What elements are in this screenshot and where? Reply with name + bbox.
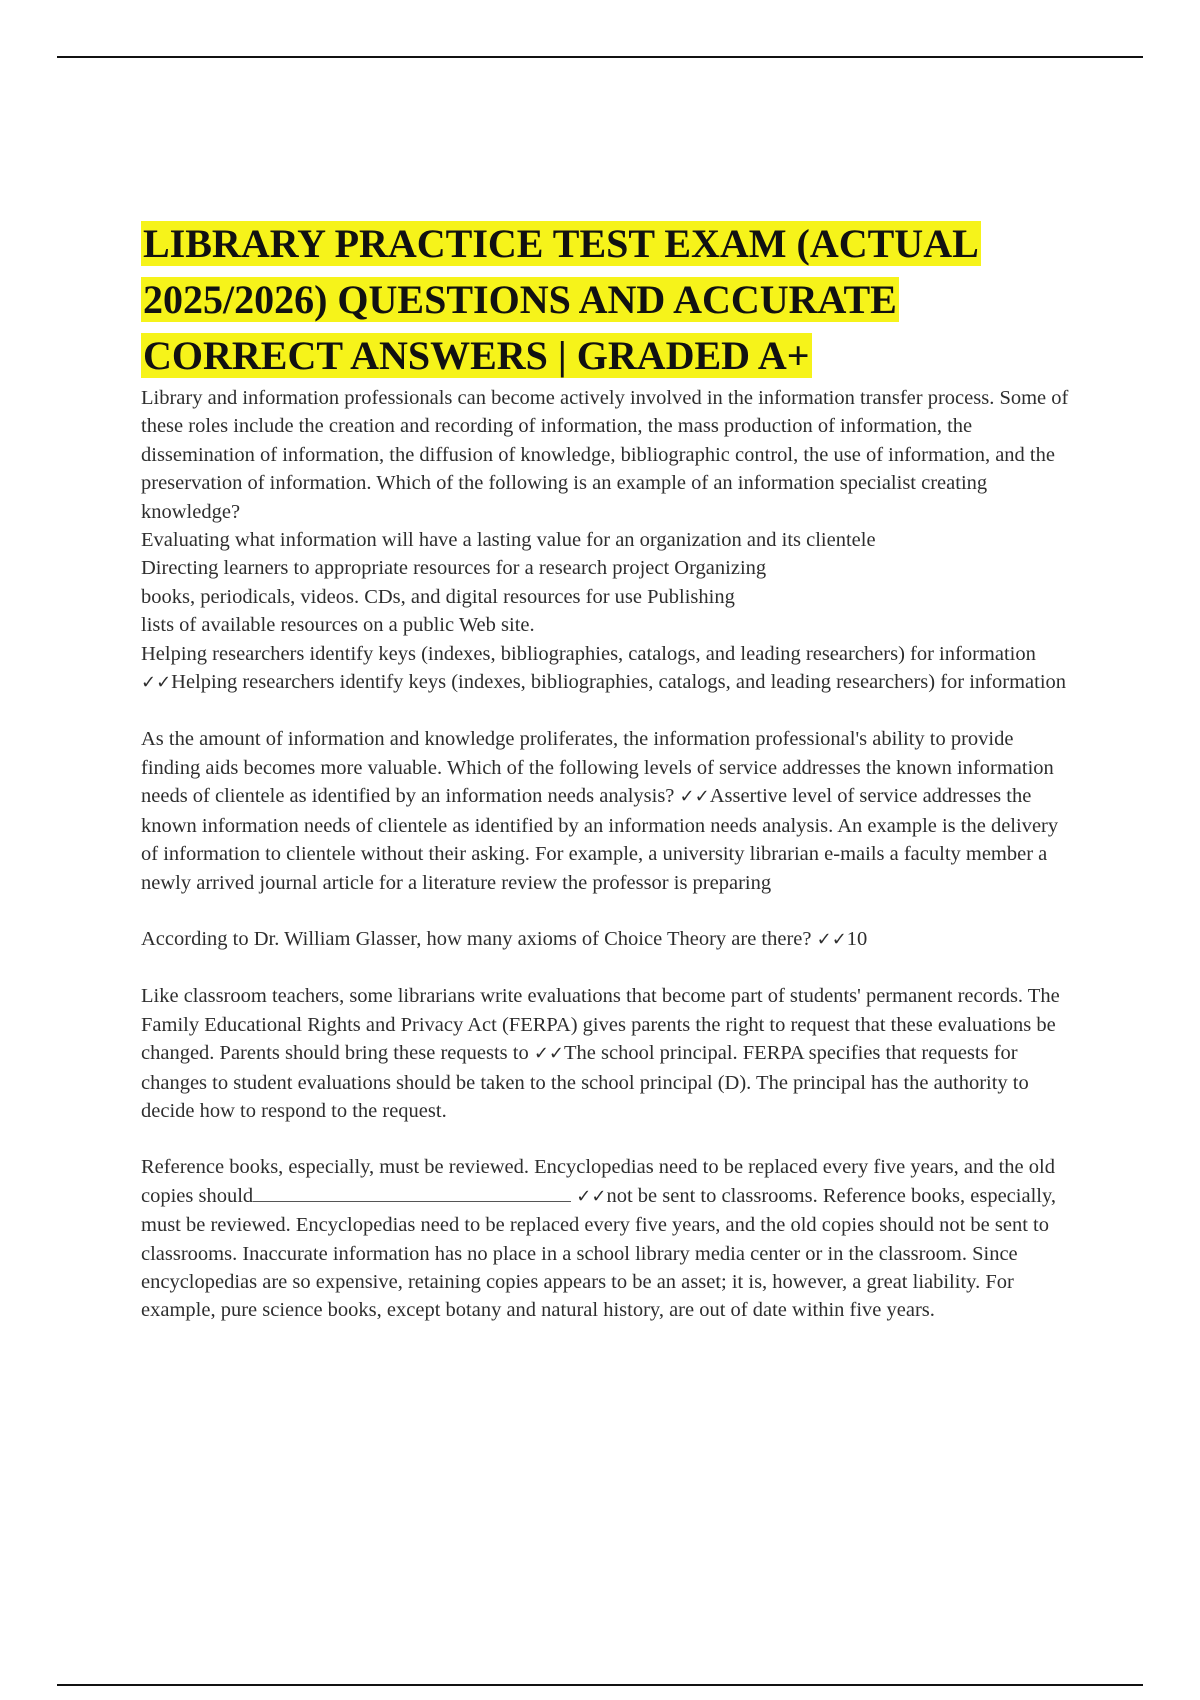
qa-item-5 xyxy=(141,1153,1071,1324)
answer-text: Assertive level of service addresses the known information needs of clientele as identified by an information needs analysis. An example is the delivery of information to clientele without their asking. For example, a university librarian e-mails a faculty member a newly arrived journal article for a literature review the professor is preparing xyxy=(141,785,1059,894)
question-text: As the amount of information and knowledge proliferates, the information professional's ability to provide finding aids becomes more valuable. Which of the following levels of service addresses the known information needs of clientele as identified by an information needs analysis? xyxy=(141,728,1054,808)
top-rule xyxy=(57,56,1143,58)
checkmark-icon: ✓✓ xyxy=(141,672,172,694)
question-text: Like classroom teachers, some librarians write evaluations that become part of students' permanent records. The Family Educational Rights and Privacy Act (FERPA) gives parents the right to request that these evaluations be changed. Parents should bring these requests to xyxy=(141,985,1060,1065)
answer-options: Evaluating what information will have a lasting value for an organization and its clientele Directing learners to appropriate resources for a research project Organizing books, periodicals, videos. CDs, and digital resources for use Publishing lists of available resources on a public Web site. Helping researchers identify keys (indexes, bibliographies, catalogs, and leading researchers) for information ✓✓Helping researchers identify keys (indexes, bibliographies, catalogs, and leading researchers) for information xyxy=(141,529,1067,694)
title-highlight: LIBRARY PRACTICE TEST EXAM (ACTUAL 2025/2026) QUESTIONS AND ACCURATE CORRECT ANSWERS | GRADED A+ xyxy=(143,221,979,378)
qa-item-4 xyxy=(141,982,1071,1125)
question-answer-text xyxy=(141,982,1071,1125)
checkmark-icon: ✓✓ xyxy=(816,928,847,950)
checkmark-icon: ✓✓ xyxy=(679,786,710,808)
document-title xyxy=(141,216,1071,384)
answer-text: not be sent to classrooms. Reference books, especially, must be reviewed. Encyclopedias need to be replaced every five years, and the old copies should not be sent to classrooms. Inaccurate information has no place in a school library media center or in the classroom. Since encyclopedias are so expensive, retaining copies appears to be an asset; it is, however, a great liability. For example, pure science books, except botany and natural history, are out of date within five years. xyxy=(141,1184,1057,1322)
checkmark-icon: ✓✓ xyxy=(533,1043,565,1065)
question-answer-text xyxy=(141,925,1071,954)
qa-item-1 xyxy=(141,384,1071,697)
checkmark-icon: ✓✓ xyxy=(576,1185,607,1207)
qa-item-2 xyxy=(141,725,1071,896)
answer-text: 10 xyxy=(846,927,868,950)
fill-in-blank xyxy=(253,1183,571,1202)
document-body xyxy=(141,216,1071,1325)
question-text: Library and information professionals can become actively involved in the information transfer process. Some of these roles include the creation and recording of information, the mass production of information, the dissemination of information, the diffusion of knowledge, bibliographic control, the use of information, and the preservation of information. Which of the following is an example of an information specialist creating knowledge? xyxy=(141,387,1069,523)
question-list xyxy=(141,384,1071,1325)
question-text: According to Dr. William Glasser, how many axioms of Choice Theory are there? xyxy=(141,927,812,950)
answer-text: Helping researchers identify keys (indexes, bibliographies, catalogs, and leading researchers) for information xyxy=(171,671,1067,694)
question-text: Reference books, especially, must be reviewed. Encyclopedias need to be replaced every five years, and the old copies should xyxy=(141,1156,1055,1207)
answer-text: The school principal. FERPA specifies that requests for changes to student evaluations should be taken to the school principal (D). The principal has the authority to decide how to respond to the request. xyxy=(141,1042,1029,1122)
question-answer-text xyxy=(141,725,1071,896)
question-answer-text xyxy=(141,1153,1071,1324)
bottom-rule xyxy=(57,1684,1143,1686)
qa-item-3 xyxy=(141,925,1071,954)
